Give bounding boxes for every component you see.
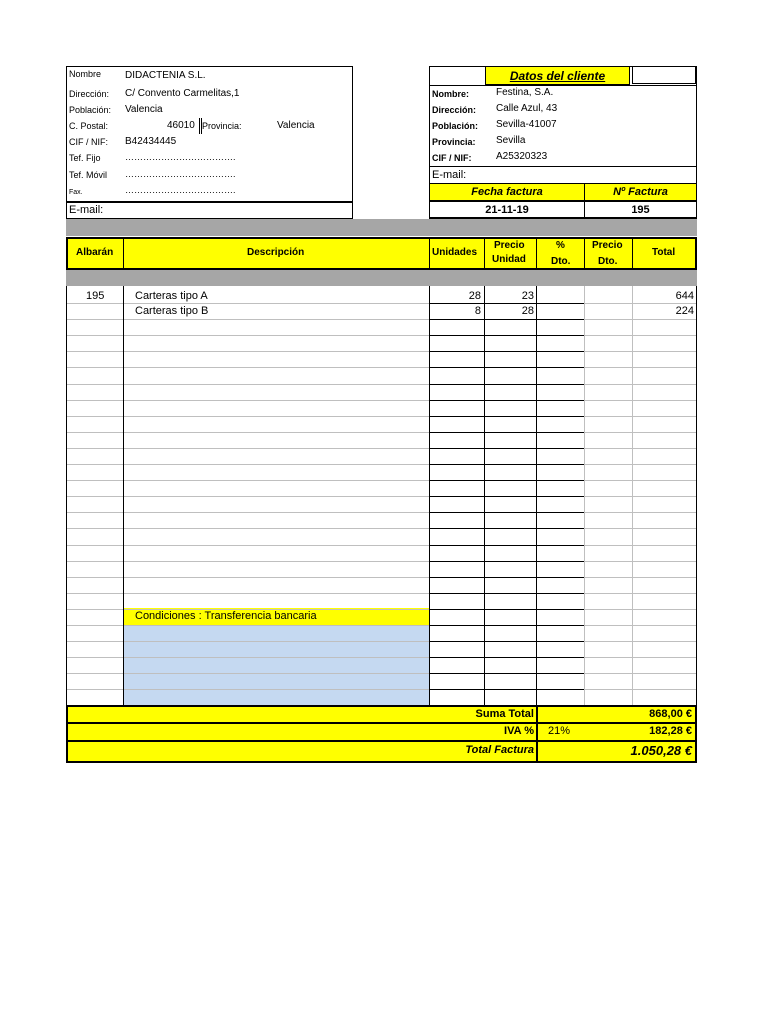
total-value: 1.050,28 € bbox=[630, 743, 692, 758]
issuer-name-label: Nombre bbox=[69, 69, 102, 79]
client-cif-label: CIF / NIF: bbox=[432, 153, 472, 163]
iva-label: IVA % bbox=[504, 725, 534, 737]
row1-precio: 23 bbox=[521, 290, 534, 302]
table-row-line-numeric bbox=[430, 319, 584, 320]
header-divider bbox=[429, 237, 430, 270]
table-row-line bbox=[67, 657, 696, 658]
totals-divider bbox=[536, 705, 538, 763]
blank-condition-cell bbox=[124, 625, 429, 705]
col-divider bbox=[632, 286, 633, 705]
row2-descripcion: Carteras tipo B bbox=[135, 305, 209, 317]
subtotal-value: 868,00 € bbox=[649, 708, 692, 720]
header-divider bbox=[484, 237, 485, 270]
table-row-line bbox=[67, 561, 696, 562]
client-address-label: Dirección: bbox=[432, 105, 477, 115]
table-row-line-numeric bbox=[430, 545, 584, 546]
table-row-line-numeric bbox=[430, 512, 584, 513]
table-row-line bbox=[67, 673, 696, 674]
table-row-line-numeric bbox=[430, 641, 584, 642]
table-row-line-numeric bbox=[430, 335, 584, 336]
header-precio-1: Precio bbox=[494, 240, 525, 251]
table-row-line-numeric bbox=[430, 609, 584, 610]
issuer-city-label: Población: bbox=[69, 105, 112, 115]
client-heading: Datos del cliente bbox=[509, 68, 606, 83]
row1-unidades: 28 bbox=[468, 290, 481, 302]
issuer-address: C/ Convento Carmelitas,1 bbox=[125, 88, 240, 99]
issuer-postal-label: C. Postal: bbox=[69, 121, 109, 131]
table-row-line-numeric bbox=[430, 384, 584, 385]
client-email-label: E-mail: bbox=[432, 169, 467, 181]
table-row-line bbox=[67, 480, 696, 481]
header-divider bbox=[536, 237, 537, 270]
table-row-line-numeric bbox=[430, 625, 584, 626]
col-divider bbox=[123, 286, 124, 705]
invoice-number-label: Nº Factura bbox=[613, 186, 668, 198]
col-divider bbox=[584, 286, 585, 705]
row2-total: 224 bbox=[675, 305, 694, 317]
totals-line bbox=[66, 722, 697, 724]
table-row-line-numeric bbox=[430, 577, 584, 578]
issuer-fax: ………………………………. bbox=[125, 185, 236, 195]
table-row-line bbox=[67, 400, 696, 401]
totals-box bbox=[66, 705, 697, 763]
issuer-city: Valencia bbox=[125, 104, 163, 115]
row1-albaran: 195 bbox=[86, 290, 105, 302]
subtotal-label: Suma Total bbox=[475, 708, 534, 720]
issuer-fax-label: Fax. bbox=[69, 189, 83, 196]
table-row-line bbox=[67, 384, 696, 385]
invoice-date-box bbox=[429, 201, 585, 219]
client-heading-box bbox=[485, 66, 630, 85]
table-row-line-numeric bbox=[430, 464, 584, 465]
table-row-line bbox=[67, 528, 696, 529]
table-row-line-numeric bbox=[430, 689, 584, 690]
issuer-province: Valencia bbox=[277, 120, 315, 131]
header-albaran: Albarán bbox=[76, 247, 114, 258]
header-divider bbox=[584, 237, 585, 270]
iva-rate: 21% bbox=[548, 725, 571, 737]
table-row-line bbox=[67, 319, 696, 320]
header-unidades: Unidades bbox=[432, 247, 478, 258]
client-cif: A25320323 bbox=[496, 151, 548, 162]
iva-value: 182,28 € bbox=[649, 725, 692, 737]
table-row-line-numeric bbox=[430, 432, 584, 433]
invoice-date: 21-11-19 bbox=[485, 204, 529, 216]
table-row-line bbox=[67, 689, 696, 690]
table-row-line-numeric bbox=[430, 367, 584, 368]
invoice-number: 195 bbox=[631, 204, 650, 216]
invoice-number-label-box bbox=[584, 183, 697, 201]
issuer-phone: ………………………………. bbox=[125, 152, 236, 162]
col-divider bbox=[536, 286, 537, 705]
issuer-name: DIDACTENIA S.L. bbox=[125, 70, 206, 81]
row1-descripcion: Carteras tipo A bbox=[135, 290, 208, 302]
table-row-line bbox=[67, 464, 696, 465]
table-row-line bbox=[67, 496, 696, 497]
table-row-line bbox=[67, 303, 696, 304]
table-row-line-numeric bbox=[430, 528, 584, 529]
table-row-line bbox=[67, 577, 696, 578]
table-row-line bbox=[67, 367, 696, 368]
issuer-postal: 46010 bbox=[167, 120, 195, 131]
header-dto-2: Dto. bbox=[551, 256, 571, 267]
separator-band-bottom bbox=[66, 270, 697, 286]
table-row-line bbox=[67, 351, 696, 352]
table-row-line-numeric bbox=[430, 496, 584, 497]
header-total: Total bbox=[652, 247, 676, 258]
table-row-line bbox=[67, 641, 696, 642]
client-province: Sevilla bbox=[496, 135, 526, 146]
issuer-cif: B42434445 bbox=[125, 136, 177, 147]
table-row-line bbox=[67, 448, 696, 449]
invoice-number-box bbox=[584, 201, 697, 219]
table-row-line-numeric bbox=[430, 351, 584, 352]
header-descripcion: Descripción bbox=[247, 247, 305, 258]
client-email-box bbox=[429, 166, 697, 184]
issuer-mobile: ………………………………. bbox=[125, 169, 236, 179]
issuer-mobile-label: Tef. Móvil bbox=[69, 170, 108, 180]
table-row-line-numeric bbox=[430, 303, 584, 304]
client-name: Festina, S.A. bbox=[496, 87, 554, 98]
issuer-email-box bbox=[66, 201, 353, 219]
table-row-line bbox=[67, 593, 696, 594]
totals-line bbox=[66, 740, 697, 742]
table-row-line bbox=[67, 416, 696, 417]
row1-total: 644 bbox=[675, 290, 694, 302]
conditions-cell bbox=[124, 608, 429, 625]
header-precio-dto-2: Dto. bbox=[598, 256, 618, 267]
row2-unidades: 8 bbox=[474, 305, 481, 317]
client-address: Calle Azul, 43 bbox=[496, 103, 558, 114]
table-row-line-numeric bbox=[430, 480, 584, 481]
table-row-line bbox=[67, 625, 696, 626]
issuer-box bbox=[66, 66, 353, 203]
invoice-date-label-box bbox=[429, 183, 585, 201]
client-province-label: Provincia: bbox=[432, 137, 476, 147]
header-divider bbox=[123, 237, 124, 270]
separator-band-top bbox=[66, 219, 697, 236]
total-label: Total Factura bbox=[465, 744, 534, 756]
table-row-line bbox=[67, 545, 696, 546]
issuer-email-label: E-mail: bbox=[69, 204, 104, 216]
client-heading-spare bbox=[632, 66, 696, 84]
table-row-line-numeric bbox=[430, 400, 584, 401]
client-city: Sevilla-41007 bbox=[496, 119, 557, 130]
table-row-line bbox=[67, 432, 696, 433]
table-row-line-numeric bbox=[430, 448, 584, 449]
client-name-label: Nombre: bbox=[432, 89, 470, 99]
issuer-phone-label: Tef. Fijo bbox=[69, 153, 101, 163]
header-precio-dto-1: Precio bbox=[592, 240, 623, 251]
table-row-line bbox=[67, 335, 696, 336]
invoice-date-label: Fecha factura bbox=[471, 186, 543, 198]
table-row-line-numeric bbox=[430, 657, 584, 658]
table-row-line bbox=[67, 609, 696, 610]
issuer-province-label: Provincia: bbox=[202, 121, 242, 131]
table-row-line-numeric bbox=[430, 593, 584, 594]
issuer-cif-label: CIF / NIF: bbox=[69, 137, 108, 147]
header-dto-1: % bbox=[556, 240, 565, 251]
table-row-line-numeric bbox=[430, 673, 584, 674]
header-precio-2: Unidad bbox=[492, 254, 526, 265]
conditions-text: Condiciones : Transferencia bancaria bbox=[135, 610, 317, 622]
col-divider bbox=[484, 286, 485, 705]
header-divider bbox=[632, 237, 633, 270]
col-divider bbox=[429, 286, 430, 705]
client-city-label: Población: bbox=[432, 121, 479, 131]
row2-precio: 28 bbox=[521, 305, 534, 317]
table-row-line-numeric bbox=[430, 561, 584, 562]
issuer-address-label: Dirección: bbox=[69, 89, 110, 99]
table-row-line-numeric bbox=[430, 416, 584, 417]
table-row-line bbox=[67, 512, 696, 513]
